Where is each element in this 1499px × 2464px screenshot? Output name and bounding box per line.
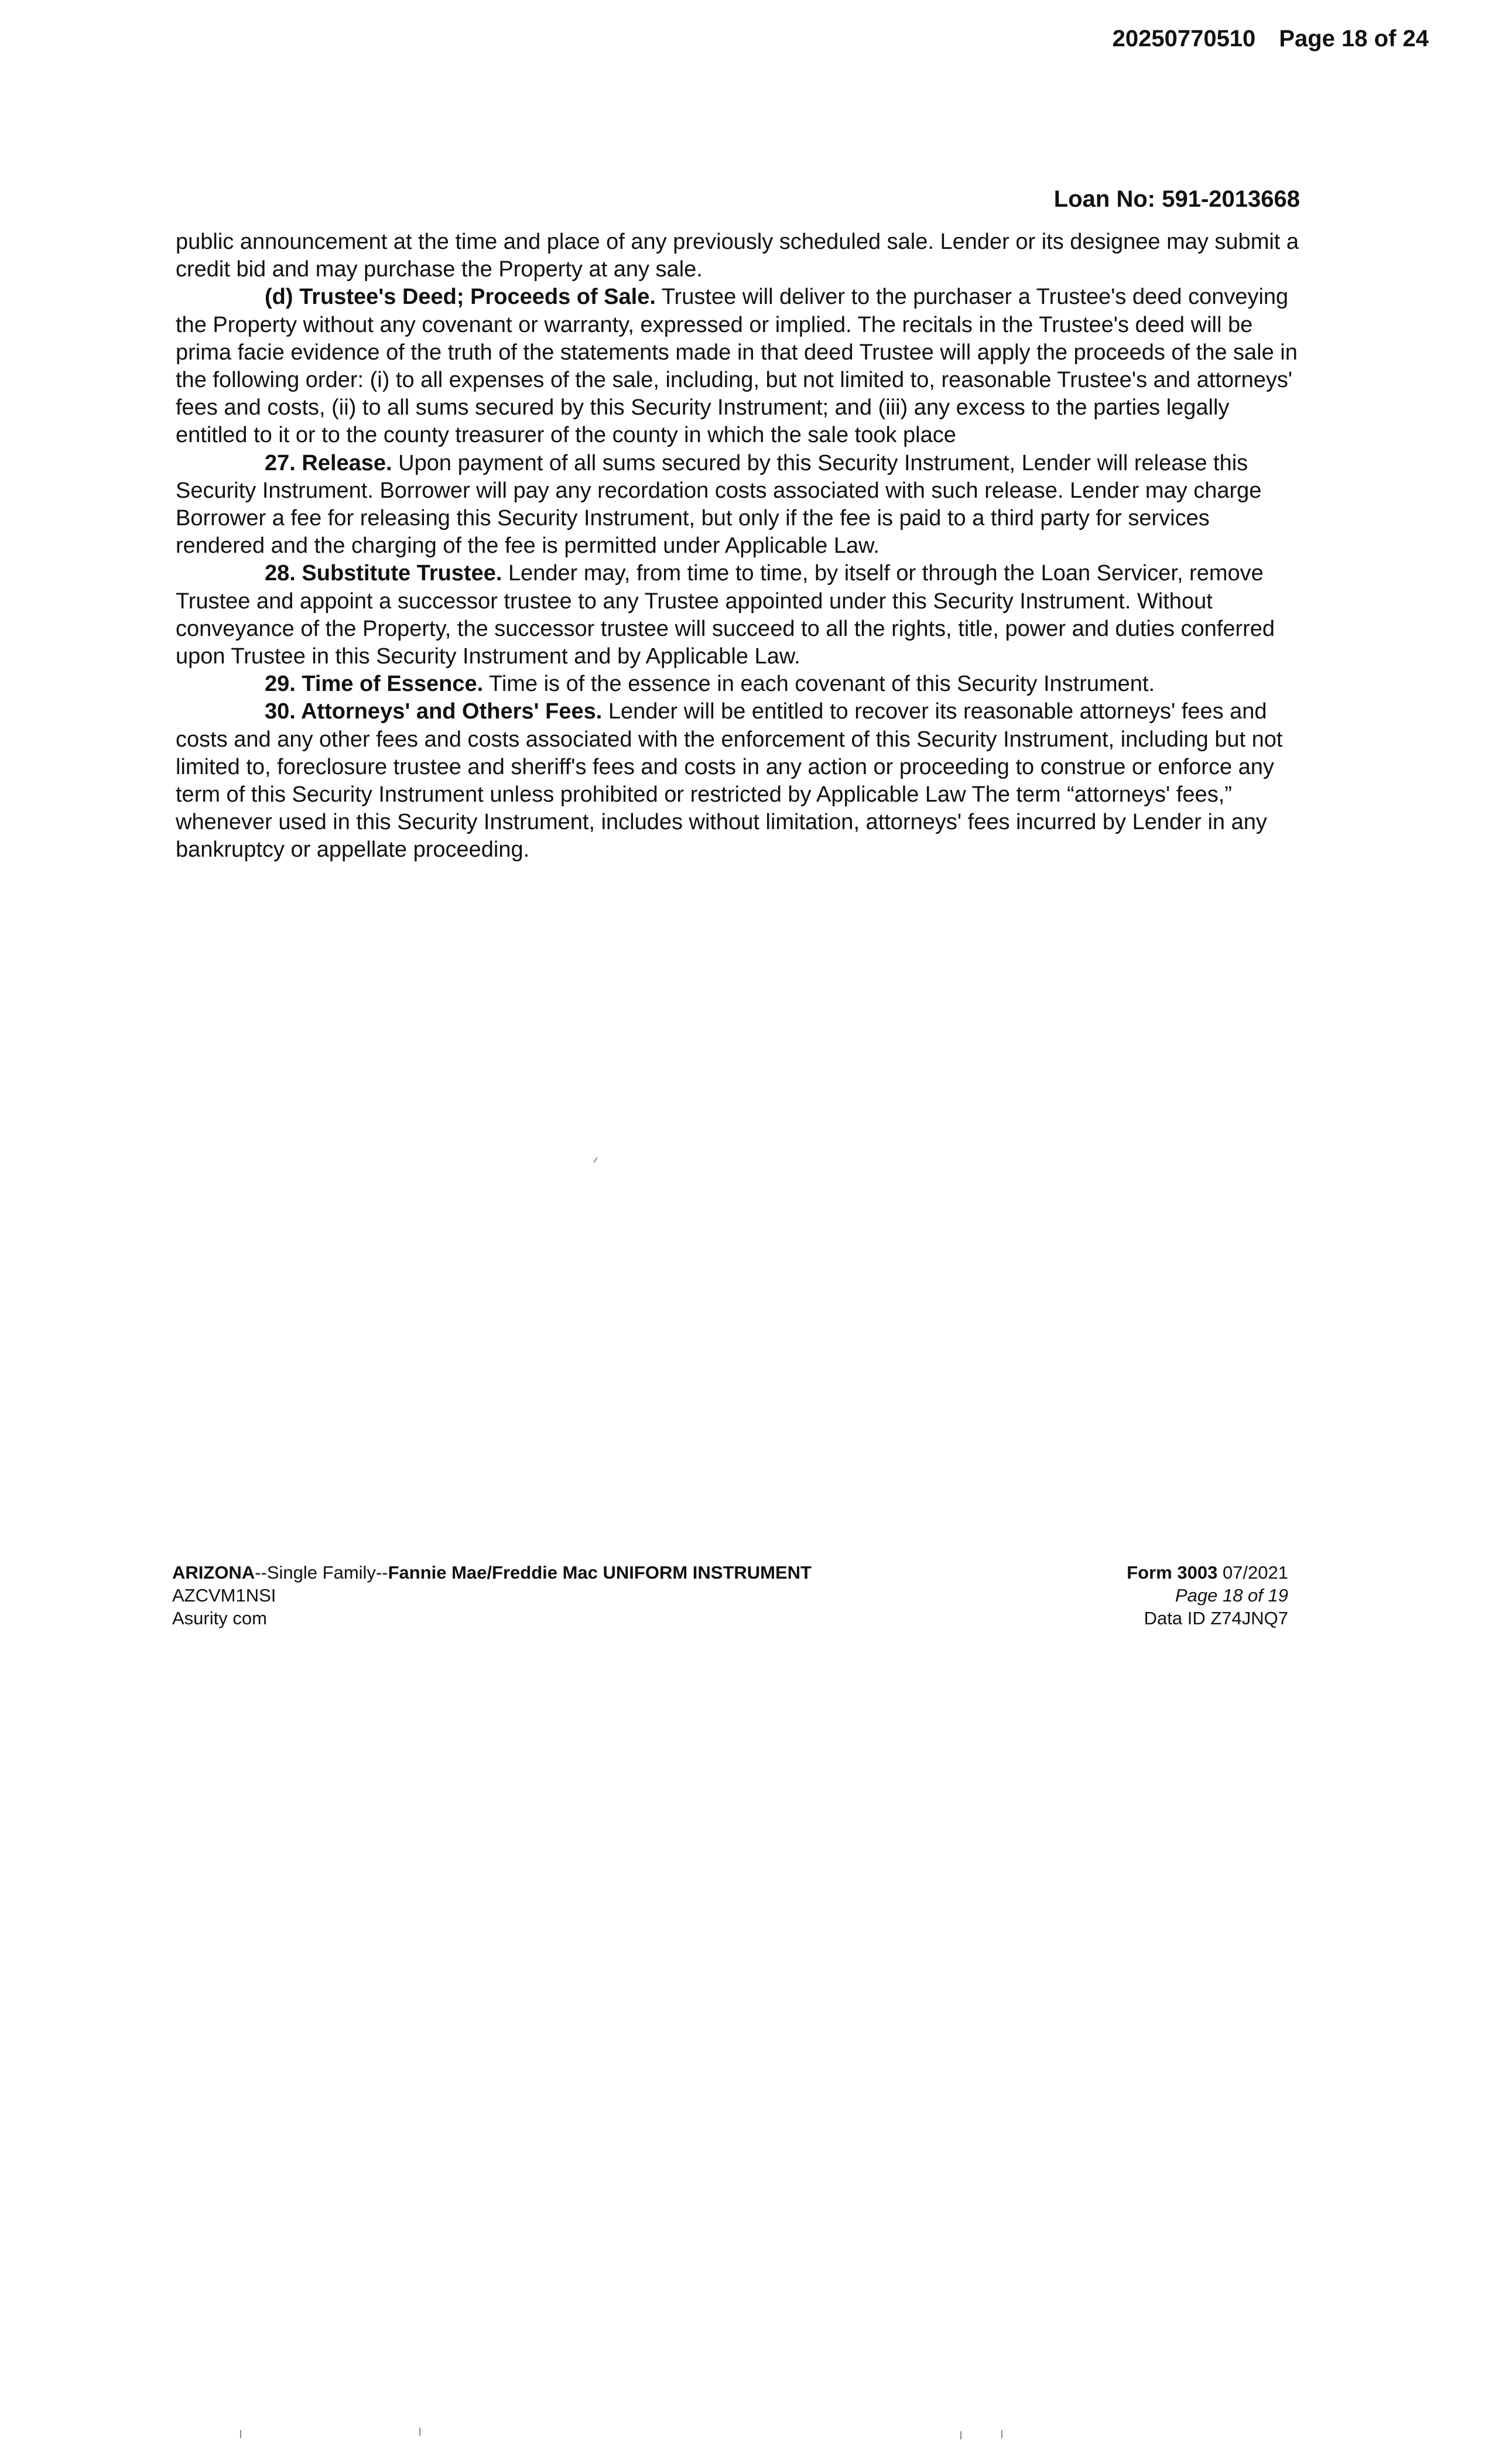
footer-form-label: Form 3003 (1127, 1562, 1218, 1583)
section-text: Time is of the essence in each covenant of this Security Instrument. (483, 672, 1155, 697)
section-text: Lender may, from time to time, by itself or through the Loan Servicer, remove Trustee and appoint a successor trustee to any Trustee appointed under this Security Instrument. Without conveyance of the Property, the successor trustee will succeed to all the rights, title, power and duties conferred upon Trustee in this Security Instrument and by Applicable Law. (176, 561, 1275, 669)
section-heading: (d) Trustee's Deed; Proceeds of Sale. (265, 285, 656, 310)
footer-vendor: Asurity com (172, 1608, 267, 1628)
paragraph-substitute-trustee (176, 560, 1300, 670)
scan-artifact (1001, 2430, 1002, 2438)
footer-state: ARIZONA (172, 1562, 255, 1583)
footer-form-page: Page 18 of 19 (1175, 1585, 1288, 1606)
paragraph-release (176, 450, 1300, 560)
footer-instrument: Fannie Mae/Freddie Mac UNIFORM INSTRUMENT (388, 1562, 812, 1583)
paragraph-trustees-deed (176, 283, 1300, 449)
section-heading: 30. Attorneys' and Others' Fees. (265, 699, 603, 724)
footer-instrument-line (172, 1561, 933, 1584)
section-text: Upon payment of all sums secured by this Security Instrument, Lender will release this Security Instrument. Borrower will pay any recordation costs associated with such release. Lender may charge Borrower a fee for releasing this Security Instrument, but only if the fee is paid to a third party for services rendered and the charging of the fee is permitted under Applicable Law. (176, 450, 1262, 559)
paragraph-sale-announcement: public announcement at the time and place of any previously scheduled sale. Lender or its designee may submit a credit bid and may purchase the Property at any sale. (176, 230, 1299, 282)
scan-artifact (240, 2430, 241, 2438)
paragraph-time-of-essence (176, 670, 1300, 698)
recording-header (1054, 26, 1429, 52)
scan-artifact (960, 2431, 961, 2439)
section-text: Trustee will deliver to the purchaser a Trustee's deed conveying the Property without any covenant or warranty, expressed or implied. The recitals in the Trustee's deed will be prima facie evidence of the truth of the statements made in that deed Trustee will apply the proceeds of the sale in the following order: (i) to all expenses of the sale, including, but not limited to, reasonable Trustee's and attorneys' fees and costs, (ii) to all sums secured by this Security Instrument; and (iii) any excess to the parties legally entitled to it or to the county treasurer of the county in which the sale took place (176, 285, 1298, 448)
loan-number: Loan No: 591-2013668 (1053, 186, 1300, 212)
section-heading: 29. Time of Essence. (265, 672, 484, 697)
scan-artifact (419, 2428, 420, 2436)
footer-family: --Single Family-- (255, 1562, 388, 1583)
footer-form-date: 07/2021 (1217, 1562, 1288, 1583)
document-body (176, 228, 1300, 864)
recording-number: 20250770510 (1112, 26, 1256, 52)
footer-instrument-info (172, 1561, 933, 1630)
footer-form-line (995, 1561, 1288, 1584)
section-heading: 27. Release. (265, 450, 392, 475)
paragraph-attorneys-fees (176, 698, 1300, 864)
footer-code: AZCVM1NSI (172, 1585, 276, 1606)
section-heading: 28. Substitute Trustee. (265, 561, 502, 586)
section-text: Lender will be entitled to recover its reasonable attorneys' fees and costs and any other fees and costs associated with the enforcement of this Security Instrument, including but not limited to, foreclosure trustee and sheriff's fees and costs in any action or proceeding to construe or enforce any term of this Security Instrument unless prohibited or restricted by Applicable Law The term “attorneys' fees,” whenever used in this Security Instrument, includes without limitation, attorneys' fees incurred by Lender in any bankruptcy or appellate proceeding. (176, 699, 1283, 863)
footer-form-info (995, 1561, 1288, 1630)
page-indicator: Page 18 of 24 (1279, 26, 1429, 52)
scan-artifact (594, 1157, 598, 1163)
footer-data-id: Data ID Z74JNQ7 (1144, 1608, 1288, 1628)
